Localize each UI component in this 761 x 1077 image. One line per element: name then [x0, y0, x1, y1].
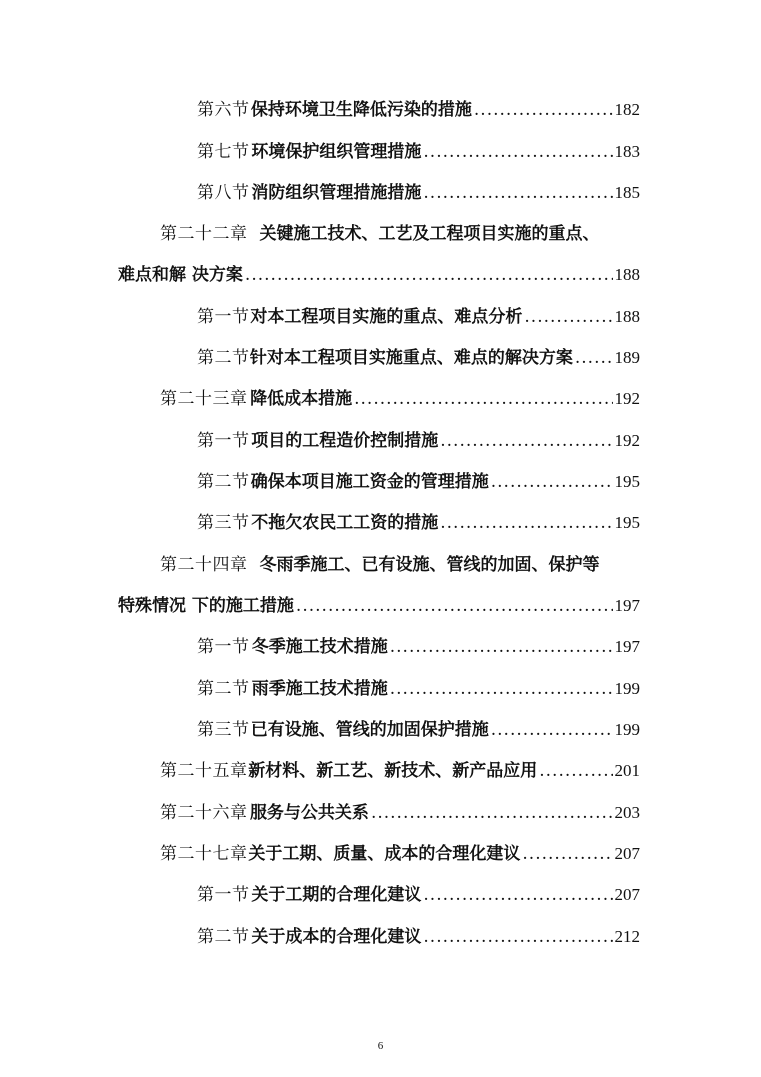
toc-entry[interactable] — [197, 924, 640, 950]
section-title: 项目的工程造价控制措施 — [251, 431, 439, 451]
page-number: 201 — [614, 761, 640, 780]
section-title: 对本工程项目实施的重点、难点分析 — [250, 307, 523, 327]
dot-leader — [539, 758, 612, 784]
section-number: 第二节 — [197, 927, 250, 947]
page-number: 195 — [614, 472, 640, 491]
toc-entry[interactable] — [197, 882, 640, 908]
chapter-number: 第二十二章 — [160, 224, 248, 244]
toc-entry-chapter[interactable] — [160, 800, 640, 826]
page-number: 189 — [614, 348, 640, 367]
page-number: 197 — [614, 637, 640, 656]
section-title: 环境保护组织管理措施 — [251, 142, 422, 162]
section-number: 第二节 — [197, 679, 250, 699]
chapter-number: 第二十三章 — [160, 389, 248, 409]
chapter-title: 服务与公共关系 — [249, 803, 369, 823]
dot-leader — [296, 593, 613, 619]
dot-leader — [440, 428, 612, 454]
section-title: 消防组织管理措施措施 — [251, 183, 422, 203]
page-number: 207 — [614, 844, 640, 863]
page-number: 195 — [614, 513, 640, 532]
toc-entry[interactable] — [197, 97, 640, 123]
section-number: 第三节 — [197, 720, 250, 740]
page-number: 212 — [614, 927, 640, 946]
toc-entry-chapter-first-line[interactable] — [160, 552, 600, 578]
dot-leader — [354, 386, 612, 412]
dot-leader — [423, 180, 612, 206]
chapter-number: 第二十五章 — [160, 761, 248, 781]
dot-leader — [524, 304, 612, 330]
toc-entry[interactable] — [197, 634, 640, 660]
dot-leader — [390, 676, 613, 702]
chapter-number: 第二十六章 — [160, 803, 248, 823]
toc-entry[interactable] — [197, 717, 640, 743]
section-number: 第八节 — [197, 183, 250, 203]
page-number: 192 — [614, 431, 640, 450]
dot-leader — [575, 345, 613, 371]
section-title: 针对本工程项目实施重点、难点的解决方案 — [249, 348, 573, 368]
toc-entry[interactable] — [197, 510, 640, 536]
chapter-title: 降低成本措施 — [250, 389, 353, 409]
section-number: 第一节 — [197, 885, 250, 905]
page-number: 188 — [614, 265, 640, 284]
dot-leader — [423, 882, 612, 908]
toc-entry-chapter-second-line[interactable] — [118, 262, 640, 288]
chapter-title-continued: 难点和解 决方案 — [118, 265, 243, 285]
toc-entry[interactable] — [197, 676, 640, 702]
page-number: 183 — [614, 142, 640, 161]
chapter-number: 第二十七章 — [160, 844, 248, 864]
chapter-title: 关键施工技术、工艺及工程项目实施的重点、 — [259, 224, 600, 244]
section-number: 第二节 — [197, 348, 250, 368]
section-title: 不拖欠农民工工资的措施 — [251, 513, 439, 533]
dot-leader — [245, 262, 613, 288]
section-number: 第一节 — [197, 637, 250, 657]
section-title: 已有设施、管线的加固保护措施 — [250, 720, 489, 740]
section-number: 第六节 — [197, 100, 250, 120]
dot-leader — [423, 139, 612, 165]
dot-leader — [423, 924, 612, 950]
toc-entry[interactable] — [197, 304, 640, 330]
toc-entry[interactable] — [197, 345, 640, 371]
page-number: 199 — [614, 679, 640, 698]
toc-entry-chapter[interactable] — [160, 386, 640, 412]
section-title: 确保本项目施工资金的管理措施 — [250, 472, 489, 492]
page-number: 197 — [614, 596, 640, 615]
page-number: 192 — [614, 389, 640, 408]
section-title: 关于成本的合理化建议 — [251, 927, 422, 947]
dot-leader — [371, 800, 613, 826]
toc-entry[interactable] — [197, 428, 640, 454]
section-number: 第七节 — [197, 142, 250, 162]
page-footer-number: 6 — [377, 1040, 384, 1052]
toc-entry-chapter-first-line[interactable] — [160, 221, 600, 247]
page-number: 207 — [614, 885, 640, 904]
page-number: 203 — [614, 803, 640, 822]
section-title: 冬季施工技术措施 — [251, 637, 388, 657]
dot-leader — [474, 97, 613, 123]
page-number: 188 — [614, 307, 640, 326]
toc-entry-chapter[interactable] — [160, 758, 640, 784]
toc-entry-chapter-second-line[interactable] — [118, 593, 640, 619]
section-number: 第一节 — [197, 307, 250, 327]
dot-leader — [390, 634, 613, 660]
dot-leader — [491, 717, 613, 743]
page-number: 185 — [614, 183, 640, 202]
page-number: 199 — [614, 720, 640, 739]
chapter-title-continued: 特殊情况 下的施工措施 — [118, 596, 294, 616]
chapter-number: 第二十四章 — [160, 555, 248, 575]
toc-entry[interactable] — [197, 180, 640, 206]
section-title: 关于工期的合理化建议 — [251, 885, 422, 905]
chapter-title: 关于工期、质量、成本的合理化建议 — [248, 844, 521, 864]
section-number: 第一节 — [197, 431, 250, 451]
toc-entry[interactable] — [197, 139, 640, 165]
section-title: 保持环境卫生降低污染的措施 — [250, 100, 472, 120]
section-title: 雨季施工技术措施 — [251, 679, 388, 699]
dot-leader — [522, 841, 612, 867]
section-number: 第二节 — [197, 472, 250, 492]
toc-entry[interactable] — [197, 469, 640, 495]
chapter-title: 新材料、新工艺、新技术、新产品应用 — [248, 761, 538, 781]
toc-entry-chapter[interactable] — [160, 841, 640, 867]
section-number: 第三节 — [197, 513, 250, 533]
chapter-title: 冬雨季施工、已有设施、管线的加固、保护等 — [259, 555, 600, 575]
dot-leader — [440, 510, 612, 536]
dot-leader — [491, 469, 613, 495]
page-number: 182 — [614, 100, 640, 119]
